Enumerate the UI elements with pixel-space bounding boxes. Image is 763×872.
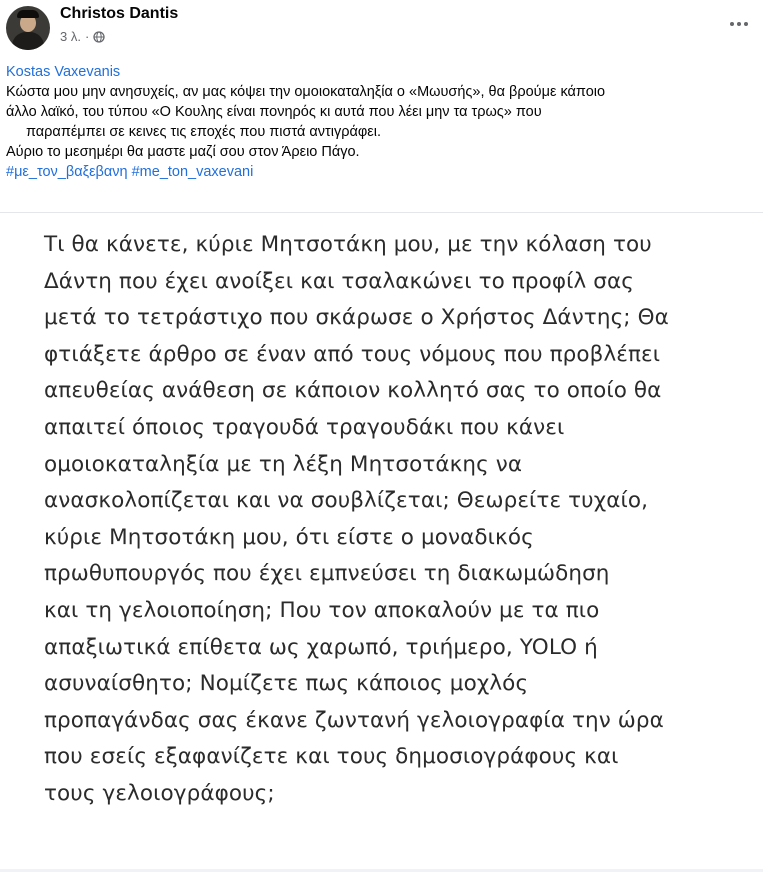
more-dot: [744, 22, 748, 26]
article-line: φτιάξετε άρθρο σε έναν από τους νόμους που προβλέπει: [44, 341, 661, 367]
author-name[interactable]: Christos Dantis: [60, 5, 179, 22]
avatar-figure-hat: [17, 10, 39, 18]
article-line: κύριε Μητσοτάκη μου, ότι είστε ο μοναδικός: [44, 524, 534, 550]
article-line: μετά το τετράστιχο που σκάρωσε ο Χρήστος Δάντης; Θα: [44, 305, 669, 331]
post-image[interactable]: [0, 213, 763, 872]
post-time[interactable]: 3 λ.: [60, 29, 81, 44]
article-text: [44, 227, 756, 813]
article-line: που εσείς εξαφανίζετε και τους δημοσιογράφους και: [44, 744, 619, 770]
article-line: απαιτεί όποιος τραγουδά τραγουδάκι που κάνει: [44, 414, 565, 440]
post-meta: [60, 29, 105, 44]
caption-line: άλλο λαϊκό, του τύπου «Ο Κουλης είναι πονηρός κι αυτά που λέει μην τα τρως» που: [6, 104, 542, 120]
more-dot: [730, 22, 734, 26]
article-line: ασυναίσθητο; Νομίζετε πως κάποιος μοχλός: [44, 671, 529, 697]
post-caption: [6, 62, 758, 182]
article-line: απευθείας ανάθεση σε κάποιον κολλητό σας το οποίο θα: [44, 378, 662, 404]
globe-icon[interactable]: [93, 31, 105, 43]
more-options-icon[interactable]: [724, 14, 754, 34]
article-line: πρωθυπουργός που έχει εμπνεύσει τη διακωμώδηση: [44, 561, 610, 587]
caption-line: Κώστα μου μην ανησυχείς, αν μας κόψει την ομοιοκαταληξία ο «Μωυσής», θα βρούμε κάποιο: [6, 84, 606, 100]
caption-line: Αύριο το μεσημέρι θα μαστε μαζί σου στον Άρειο Πάγο.: [6, 144, 360, 160]
article-line: και τη γελοιοποίηση; Που τον αποκαλούν με τα πιο: [44, 597, 600, 623]
post-header: [0, 0, 763, 60]
article-line: Δάντη που έχει ανοίξει και τσαλακώνει το προφίλ σας: [44, 268, 634, 294]
article-line: απαξιωτικά επίθετα ως χαρωπό, τριήμερο, YOLO ή: [44, 634, 598, 660]
caption-line: παραπέμπει σε κεινες τις εποχές που πιστά αντιγράφει.: [26, 124, 381, 140]
article-line: ομοιοκαταληξία με τη λέξη Μητσοτάκης να: [44, 451, 523, 477]
avatar-figure-body: [12, 32, 44, 50]
hashtag-row: [6, 162, 758, 182]
hashtag-link[interactable]: #me_ton_vaxevani: [131, 164, 254, 180]
article-line: προπαγάνδας σας έκανε ζωντανή γελοιογραφία την ώρα: [44, 707, 664, 733]
hashtag-link[interactable]: #με_τον_βαξεβανη: [6, 164, 128, 180]
mention-link[interactable]: Kostas Vaxevanis: [6, 64, 121, 80]
more-dot: [737, 22, 741, 26]
article-line: ανασκολοπίζεται και να σουβλίζεται; Θεωρείτε τυχαίο,: [44, 488, 649, 514]
meta-separator: ·: [84, 29, 90, 44]
avatar[interactable]: [6, 6, 50, 50]
article-line: Τι θα κάνετε, κύριε Μητσοτάκη μου, με την κόλαση του: [44, 232, 652, 257]
article-line: τους γελοιογράφους;: [44, 780, 275, 806]
